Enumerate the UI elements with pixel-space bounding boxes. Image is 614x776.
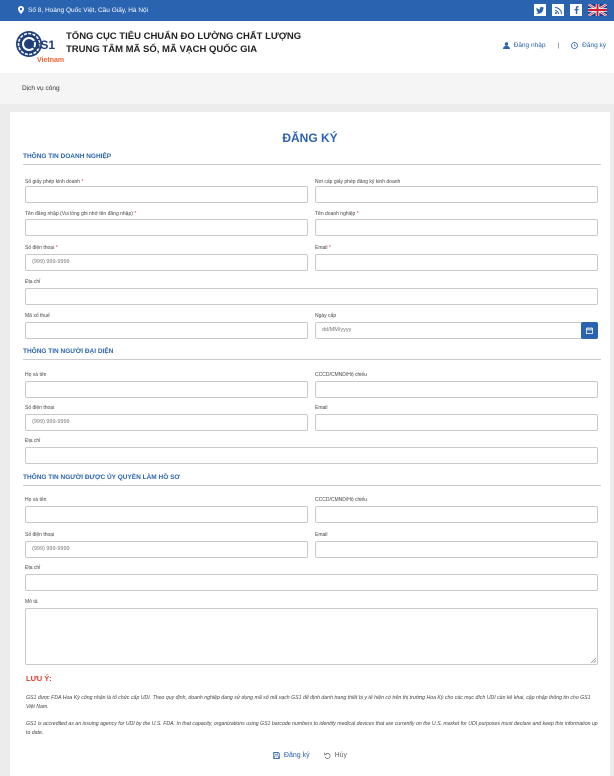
- resize-handle-icon[interactable]: [590, 657, 596, 663]
- label-license-number: Số giấy phép kinh doanh *: [25, 179, 84, 185]
- rep-full-name-input[interactable]: [25, 381, 308, 398]
- submit-button[interactable]: [273, 752, 310, 759]
- label-rep-email: Email: [315, 405, 328, 411]
- rss-icon[interactable]: [552, 4, 564, 16]
- clock-icon: [571, 42, 578, 49]
- label-issue-date: Ngày cấp: [315, 313, 337, 319]
- address-info: [18, 6, 148, 14]
- label-auth-email: Email: [315, 532, 328, 538]
- cancel-label: Hủy: [334, 752, 348, 759]
- site-header: [0, 21, 614, 73]
- auth-id-number-input[interactable]: [315, 506, 598, 523]
- top-bar: [0, 0, 614, 21]
- registration-form: [10, 112, 610, 776]
- license-number-input[interactable]: [25, 186, 308, 203]
- form-actions: [10, 752, 610, 759]
- label-auth-full-name: Họ và tên: [25, 497, 47, 503]
- login-link[interactable]: [503, 42, 546, 49]
- label-license-issuer: Nơi cấp giấy phép đăng ký kinh doanh: [315, 179, 401, 185]
- rep-phone-input[interactable]: (999) 999-9999: [25, 414, 308, 431]
- auth-email-input[interactable]: [315, 541, 598, 558]
- page-title: ĐĂNG KÝ: [282, 131, 338, 145]
- label-description: Mô tả: [25, 599, 38, 605]
- label-rep-phone: Số điện thoại: [25, 405, 55, 411]
- note-title: LƯU Ý:: [26, 674, 52, 683]
- auth-address-input[interactable]: [25, 574, 598, 591]
- organization-line-1: TỔNG CỤC TIÊU CHUẨN ĐO LƯỜNG CHẤT LƯỢNG: [66, 31, 302, 42]
- username-input[interactable]: [25, 219, 308, 236]
- breadcrumb: [0, 73, 614, 104]
- label-auth-address: Địa chỉ: [25, 565, 41, 571]
- date-picker-button[interactable]: [581, 322, 598, 339]
- tax-code-input[interactable]: [25, 322, 308, 339]
- business-address-input[interactable]: [25, 288, 598, 305]
- label-rep-address: Địa chỉ: [25, 438, 41, 444]
- label-business-email: Email *: [315, 245, 331, 251]
- address-text: Số 8, Hoàng Quốc Việt, Cầu Giấy, Hà Nội: [28, 6, 149, 14]
- twitter-icon[interactable]: [534, 4, 546, 16]
- social-links: [534, 4, 607, 16]
- register-label: Đăng ký: [582, 42, 606, 49]
- link-separator: |: [557, 42, 560, 49]
- rep-address-input[interactable]: [25, 447, 598, 464]
- register-link[interactable]: [571, 42, 606, 49]
- label-tax-code: Mã số thuế: [25, 313, 50, 319]
- rep-email-input[interactable]: [315, 414, 598, 431]
- company-name-input[interactable]: [315, 219, 598, 236]
- label-business-address: Địa chỉ: [25, 279, 41, 285]
- section-business-info: THÔNG TIN DOANH NGHIỆP: [23, 153, 601, 165]
- uk-flag-icon[interactable]: [588, 4, 607, 16]
- note-vietnamese: GS1 được FDA Hoa Kỳ công nhận là tổ chức cấp UDI. Theo quy định, doanh nghiệp đang sử dụng mã số mã vạch GS1 để định danh trang thiết bị y tế hiện có trên thị trường Hoa Kỳ cho các mục đích UDI cần kê khai, cập nhập thông tin cho GS1 Việt Nam.: [26, 695, 591, 710]
- label-company-name: Tên doanh nghiệp *: [315, 211, 359, 217]
- auth-full-name-input[interactable]: [25, 506, 308, 523]
- label-rep-id-number: CCCD/CMND/Hộ chiếu: [315, 372, 367, 378]
- rep-id-number-input[interactable]: [315, 381, 598, 398]
- note-english: GS1 is accredited as an issuing agency for UDI by the U.S. FDA. In that capacity, organizations using GS1 barcode numbers to identify medical devices that are currently on the U.S. market for UDI purposes must declare and keep this information up to date.: [26, 721, 598, 736]
- undo-icon: [324, 752, 331, 759]
- gs1-logo[interactable]: [15, 30, 59, 58]
- auth-phone-input[interactable]: (999) 999-9999: [25, 541, 308, 558]
- section-representative-info: THÔNG TIN NGƯỜI ĐẠI DIỆN: [23, 348, 601, 360]
- account-links: [503, 42, 606, 49]
- label-auth-id-number: CCCD/CMND/Hộ chiếu: [315, 497, 367, 503]
- svg-text:GS1: GS1: [31, 38, 56, 52]
- location-pin-icon: [18, 6, 24, 14]
- cancel-button[interactable]: [324, 752, 347, 759]
- organization-name: [66, 30, 301, 56]
- label-username: Tên đăng nhập (Vui lòng ghi nhớ tên đăng nhập) *: [25, 211, 137, 217]
- business-phone-input[interactable]: (999) 999-9999: [25, 254, 308, 271]
- facebook-icon[interactable]: [570, 4, 582, 16]
- user-icon: [503, 42, 510, 49]
- label-auth-phone: Số điện thoại: [25, 532, 55, 538]
- logo-subtitle: Vietnam: [37, 57, 65, 64]
- breadcrumb-public-service[interactable]: Dịch vụ công: [22, 85, 60, 92]
- submit-label: Đăng ký: [283, 752, 310, 759]
- description-textarea[interactable]: [25, 608, 598, 665]
- label-business-phone: Số điện thoại *: [25, 245, 58, 251]
- business-email-input[interactable]: [315, 254, 598, 271]
- save-icon: [273, 752, 280, 759]
- organization-line-2: TRUNG TÂM MÃ SỐ, MÃ VẠCH QUỐC GIA: [66, 44, 258, 55]
- login-label: Đăng nhập: [513, 42, 546, 49]
- license-issuer-input[interactable]: [315, 186, 598, 203]
- issue-date-input[interactable]: dd/MM/yyyy: [315, 322, 582, 339]
- calendar-icon: [586, 327, 593, 334]
- label-rep-full-name: Họ và tên: [25, 372, 47, 378]
- section-authorized-person-info: THÔNG TIN NGƯỜI ĐƯỢC ỦY QUYỀN LÀM HỒ SƠ: [23, 474, 601, 486]
